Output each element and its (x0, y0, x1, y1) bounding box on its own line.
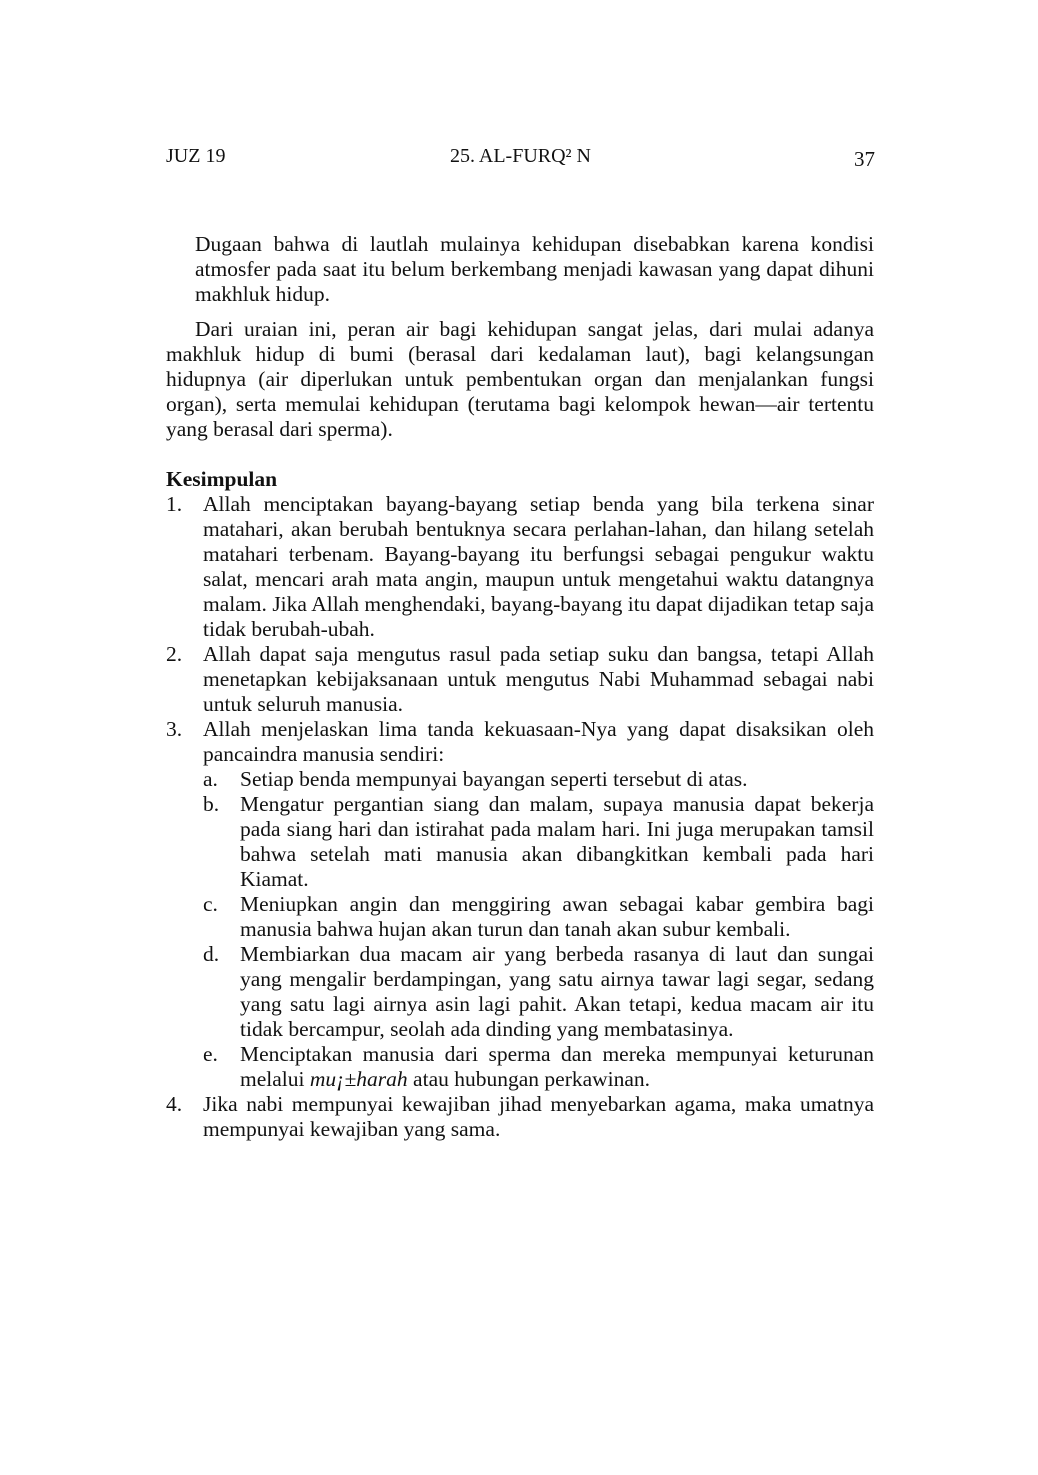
italic-term: mu¡±harah (309, 1067, 408, 1091)
list-item-text: Jika nabi mempunyai kewajiban jihad menyebarkan agama, maka umatnya mempunyai kewajiban yang sama. (203, 1092, 874, 1141)
sublist-item-text-end: atau hubungan perkawinan. (407, 1067, 651, 1091)
sublist-item-text: Meniupkan angin dan menggiring awan sebagai kabar gembira bagi manusia bahwa hujan akan turun dan tanah akan subur kembali. (240, 892, 874, 941)
signs-sublist (203, 767, 874, 1092)
list-item-text: Allah dapat saja mengutus rasul pada setiap suku dan bangsa, tetapi Allah menetapkan kebijaksanaan untuk mengutus Nabi Muhammad sebagai nabi untuk seluruh manusia. (203, 642, 874, 716)
list-item (166, 492, 874, 642)
sublist-item-letter: a. (203, 767, 218, 791)
sublist-item-text: Setiap benda mempunyai bayangan seperti tersebut di atas. (240, 767, 748, 791)
list-item-number: 1. (166, 492, 183, 516)
sublist-item-text: Membiarkan dua macam air yang berbeda rasanya di laut dan sungai yang mengalir berdampingan, yang satu airnya tawar lagi segar, sedang yang satu lagi airnya asin lagi pahit. Akan tetapi, kedua macam air itu tidak bercampur, seolah ada dinding yang membatasinya. (240, 942, 874, 1041)
surah-title: 25. AL-FURQ² N (449, 145, 591, 167)
sublist-item-letter: c. (203, 892, 218, 916)
list-item-number: 4. (166, 1092, 183, 1116)
sublist-item-text-start: Menciptakan manusia dari sperma dan mereka mempunyai keturunan melalui (240, 1042, 874, 1091)
sublist-item (203, 942, 874, 1042)
list-item-number: 2. (166, 642, 183, 666)
list-item (166, 1092, 874, 1142)
sublist-item (203, 1042, 874, 1092)
list-item (166, 717, 874, 1092)
conclusion-heading: Kesimpulan (166, 467, 278, 491)
sublist-item-letter: d. (203, 942, 220, 966)
sublist-item (203, 767, 874, 792)
sublist-item (203, 792, 874, 892)
body-text (166, 232, 874, 1142)
list-item-number: 3. (166, 717, 183, 741)
sublist-item-text: Mengatur pergantian siang dan malam, supaya manusia dapat bekerja pada siang hari dan istirahat pada malam hari. Ini juga merupakan tamsil bahwa setelah mati manusia akan dibangkitkan kembali pada hari Kiamat. (240, 792, 874, 891)
list-item (166, 642, 874, 717)
sublist-item-letter: b. (203, 792, 220, 816)
paragraph-1: Dugaan bahwa di lautlah mulainya kehidupan disebabkan karena kondisi atmosfer pada saat itu belum berkembang menjadi kawasan yang dapat dihuni makhluk hidup. (195, 232, 874, 306)
sublist-item (203, 892, 874, 942)
paragraph-2: Dari uraian ini, peran air bagi kehidupan sangat jelas, dari mulai adanya makhluk hidup di bumi (berasal dari kedalaman laut), bagi kelangsungan hidupnya (air diperlukan untuk pembentukan organ dan menjalankan fungsi organ), serta memulai kehidupan (terutama bagi kelompok hewan—air tertentu yang berasal dari sperma). (166, 317, 874, 441)
page-number: 37 (854, 147, 875, 171)
juz-label: JUZ 19 (166, 145, 226, 167)
sublist-item-letter: e. (203, 1042, 218, 1066)
running-header (166, 145, 875, 175)
list-item-text: Allah menjelaskan lima tanda kekuasaan-Nya yang dapat disaksikan oleh pancaindra manusia sendiri: (203, 717, 874, 766)
list-item-text: Allah menciptakan bayang-bayang setiap benda yang bila terkena sinar matahari, akan berubah bentuknya secara perlahan-lahan, dan hilang setelah matahari terbenam. Bayang-bayang itu berfungsi sebagai pengukur waktu salat, mencari arah mata angin, maupun untuk mengetahui waktu datangnya malam. Jika Allah menghendaki, bayang-bayang itu dapat dijadikan tetap saja tidak berubah-ubah. (203, 492, 874, 641)
conclusion-list (166, 492, 874, 1142)
